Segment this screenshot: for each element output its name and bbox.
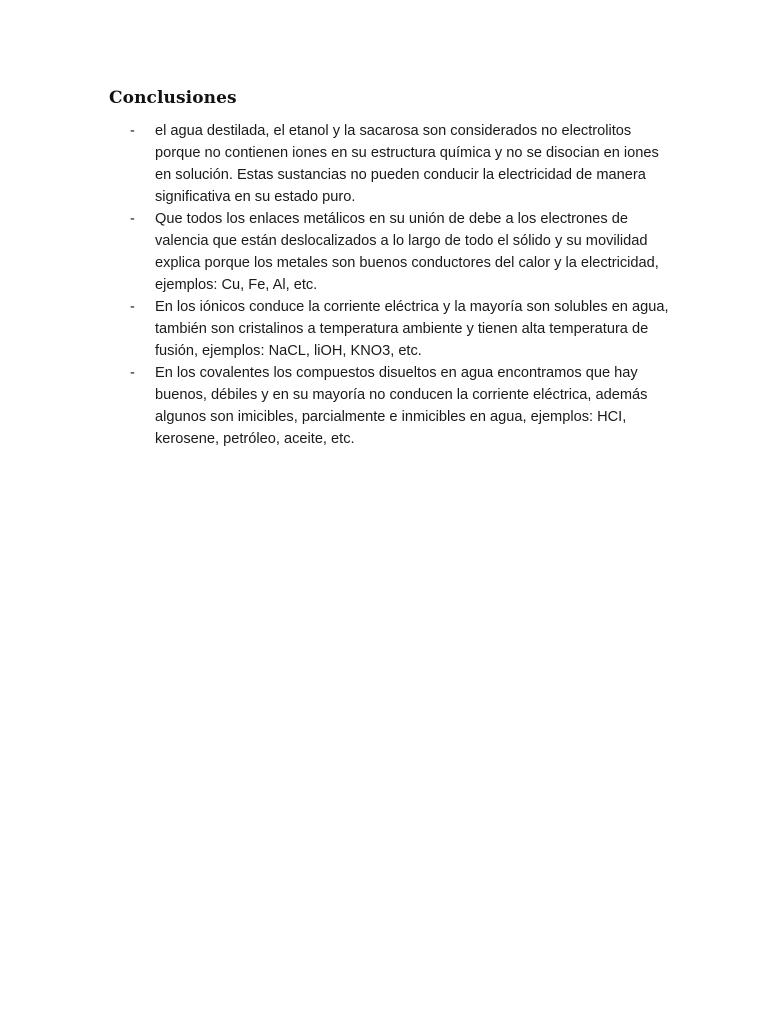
bullet-dash: -	[130, 299, 135, 315]
conclusions-list	[130, 120, 670, 450]
document-title: Conclusiones	[109, 88, 237, 108]
list-item-text: En los iónicos conduce la corriente eléctrica y la mayoría son solubles en agua, también son cristalinos a temperatura ambiente y tienen alta temperatura de fusión, ejemplos: NaCL, liOH, KNO3, etc.	[155, 299, 669, 359]
bullet-dash: -	[130, 211, 135, 227]
list-item	[130, 362, 670, 450]
list-item-text: el agua destilada, el etanol y la sacarosa son considerados no electrolitos porque no contienen iones en su estructura química y no se disocian en iones en solución. Estas sustancias no pueden conducir la electricidad de manera significativa en su estado puro.	[155, 123, 659, 205]
bullet-dash: -	[130, 365, 135, 381]
list-item-text: En los covalentes los compuestos disueltos en agua encontramos que hay buenos, débiles y en su mayoría no conducen la corriente eléctrica, además algunos son imicibles, parcialmente e inmicibles en agua, ejemplos: HCI, kerosene, petróleo, aceite, etc.	[155, 365, 648, 447]
list-item-text: Que todos los enlaces metálicos en su unión de debe a los electrones de valencia que están deslocalizados a lo largo de todo el sólido y su movilidad explica porque los metales son buenos conductores del calor y la electricidad, ejemplos: Cu, Fe, Al, etc.	[155, 211, 659, 293]
list-item	[130, 120, 670, 208]
list-item	[130, 208, 670, 296]
bullet-dash: -	[130, 123, 135, 139]
list-item	[130, 296, 670, 362]
